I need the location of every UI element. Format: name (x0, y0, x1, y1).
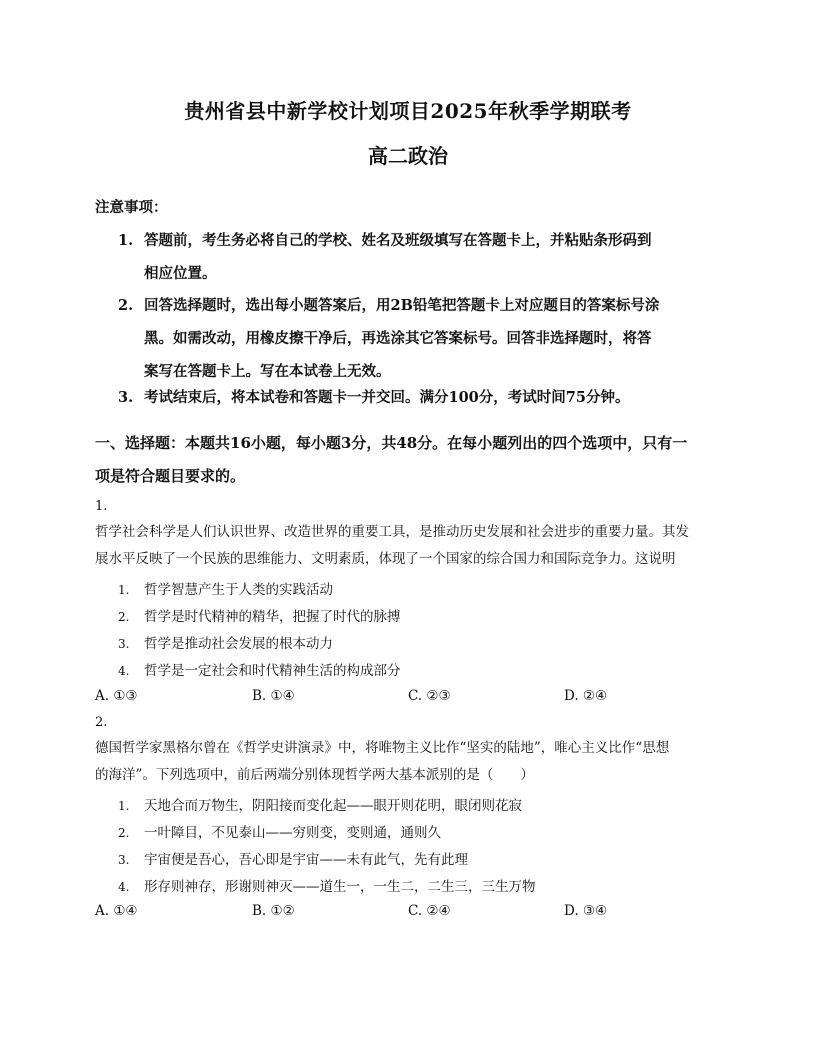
note-number: 3. (118, 389, 134, 406)
choice-c[interactable]: C. ②④ (408, 903, 451, 919)
statement-item (118, 848, 468, 868)
note-number: 1. (118, 232, 134, 249)
statement-item (118, 632, 333, 652)
statement-text: 一叶障目，不见泰山——穷则变，变则通，通则久 (144, 825, 441, 841)
exam-title: 贵州省县中新学校计划项目2025年秋季学期联考 (184, 99, 632, 123)
question-stem (95, 735, 725, 789)
question-number: 2. (95, 715, 108, 730)
choice-d[interactable]: D. ③④ (564, 903, 608, 919)
stem-line: 的海洋”。下列选项中，前后两端分别体现哲学两大基本派别的是（ ） (95, 767, 534, 783)
choice-c[interactable]: C. ②③ (408, 688, 451, 704)
note-line: 回答选择题时，选出每小题答案后，用2B铅笔把答题卡上对应题目的答案标号涂 (144, 297, 660, 314)
note-line: 相应位置。 (144, 265, 217, 282)
choice-d[interactable]: D. ②④ (564, 688, 608, 704)
choice-a[interactable]: A. ①③ (95, 688, 138, 704)
statement-number: 2. (118, 826, 130, 840)
statement-text: 形存则神存，形谢则神灭——道生一，一生二，二生三，三生万物 (144, 879, 536, 895)
note-line: 案写在答题卡上。写在本试卷上无效。 (144, 363, 391, 380)
statement-item (118, 659, 401, 679)
statement-item (118, 875, 536, 895)
statement-number: 2. (118, 610, 130, 624)
note-line: 黑。如需改动，用橡皮擦干净后，再选涂其它答案标号。回答非选择题时，将答 (144, 330, 652, 347)
note-item-1 (118, 224, 718, 290)
statement-item (118, 605, 401, 625)
statement-number: 4. (118, 880, 130, 894)
section-heading (95, 427, 725, 493)
note-line: 答题前，考生务必将自己的学校、姓名及班级填写在答题卡上，并粘贴条形码到 (144, 232, 652, 249)
answer-choices (95, 688, 725, 708)
choice-a[interactable]: A. ①④ (95, 903, 138, 919)
statement-number: 1. (118, 799, 130, 813)
statement-number: 4. (118, 664, 130, 678)
statement-text: 哲学是时代精神的精华，把握了时代的脉搏 (144, 609, 401, 625)
note-item-3 (118, 381, 718, 414)
stem-line: 德国哲学家黑格尔曾在《哲学史讲演录》中，将唯物主义比作“坚实的陆地”，唯心主义比作“思想 (95, 740, 670, 756)
section-line: 一、选择题：本题共16小题，每小题3分，共48分。在每小题列出的四个选项中，只有一 (95, 434, 688, 452)
note-line: 考试结束后，将本试卷和答题卡一并交回。满分100分，考试时间75分钟。 (144, 389, 630, 406)
statement-item (118, 821, 441, 841)
note-item-2 (118, 289, 718, 388)
section-line: 项是符合题目要求的。 (95, 467, 246, 485)
statement-item (118, 578, 333, 598)
notes-heading: 注意事项： (95, 199, 168, 216)
stem-line: 哲学社会科学是人们认识世界、改造世界的重要工具，是推动历史发展和社会进步的重要力量。其发 (95, 524, 689, 540)
statement-number: 3. (118, 637, 130, 651)
exam-subject: 高二政治 (368, 144, 448, 168)
choice-b[interactable]: B. ①② (252, 903, 295, 919)
statement-text: 哲学智慧产生于人类的实践活动 (144, 582, 333, 598)
statement-item (118, 794, 522, 814)
answer-choices (95, 903, 725, 923)
statement-number: 1. (118, 583, 130, 597)
statement-text: 哲学是推动社会发展的根本动力 (144, 636, 333, 652)
statement-number: 3. (118, 853, 130, 867)
choice-b[interactable]: B. ①④ (252, 688, 295, 704)
stem-line: 展水平反映了一个民族的思维能力、文明素质，体现了一个国家的综合国力和国际竞争力。这说明 (95, 551, 676, 567)
statement-text: 哲学是一定社会和时代精神生活的构成部分 (144, 663, 401, 679)
note-number: 2. (118, 297, 134, 314)
statement-text: 宇宙便是吾心，吾心即是宇宙——未有此气，先有此理 (144, 852, 468, 868)
question-stem (95, 519, 725, 573)
statement-text: 天地合而万物生，阴阳接而变化起——眼开则花明，眼闭则花寂 (144, 798, 522, 814)
question-number: 1. (95, 499, 108, 514)
